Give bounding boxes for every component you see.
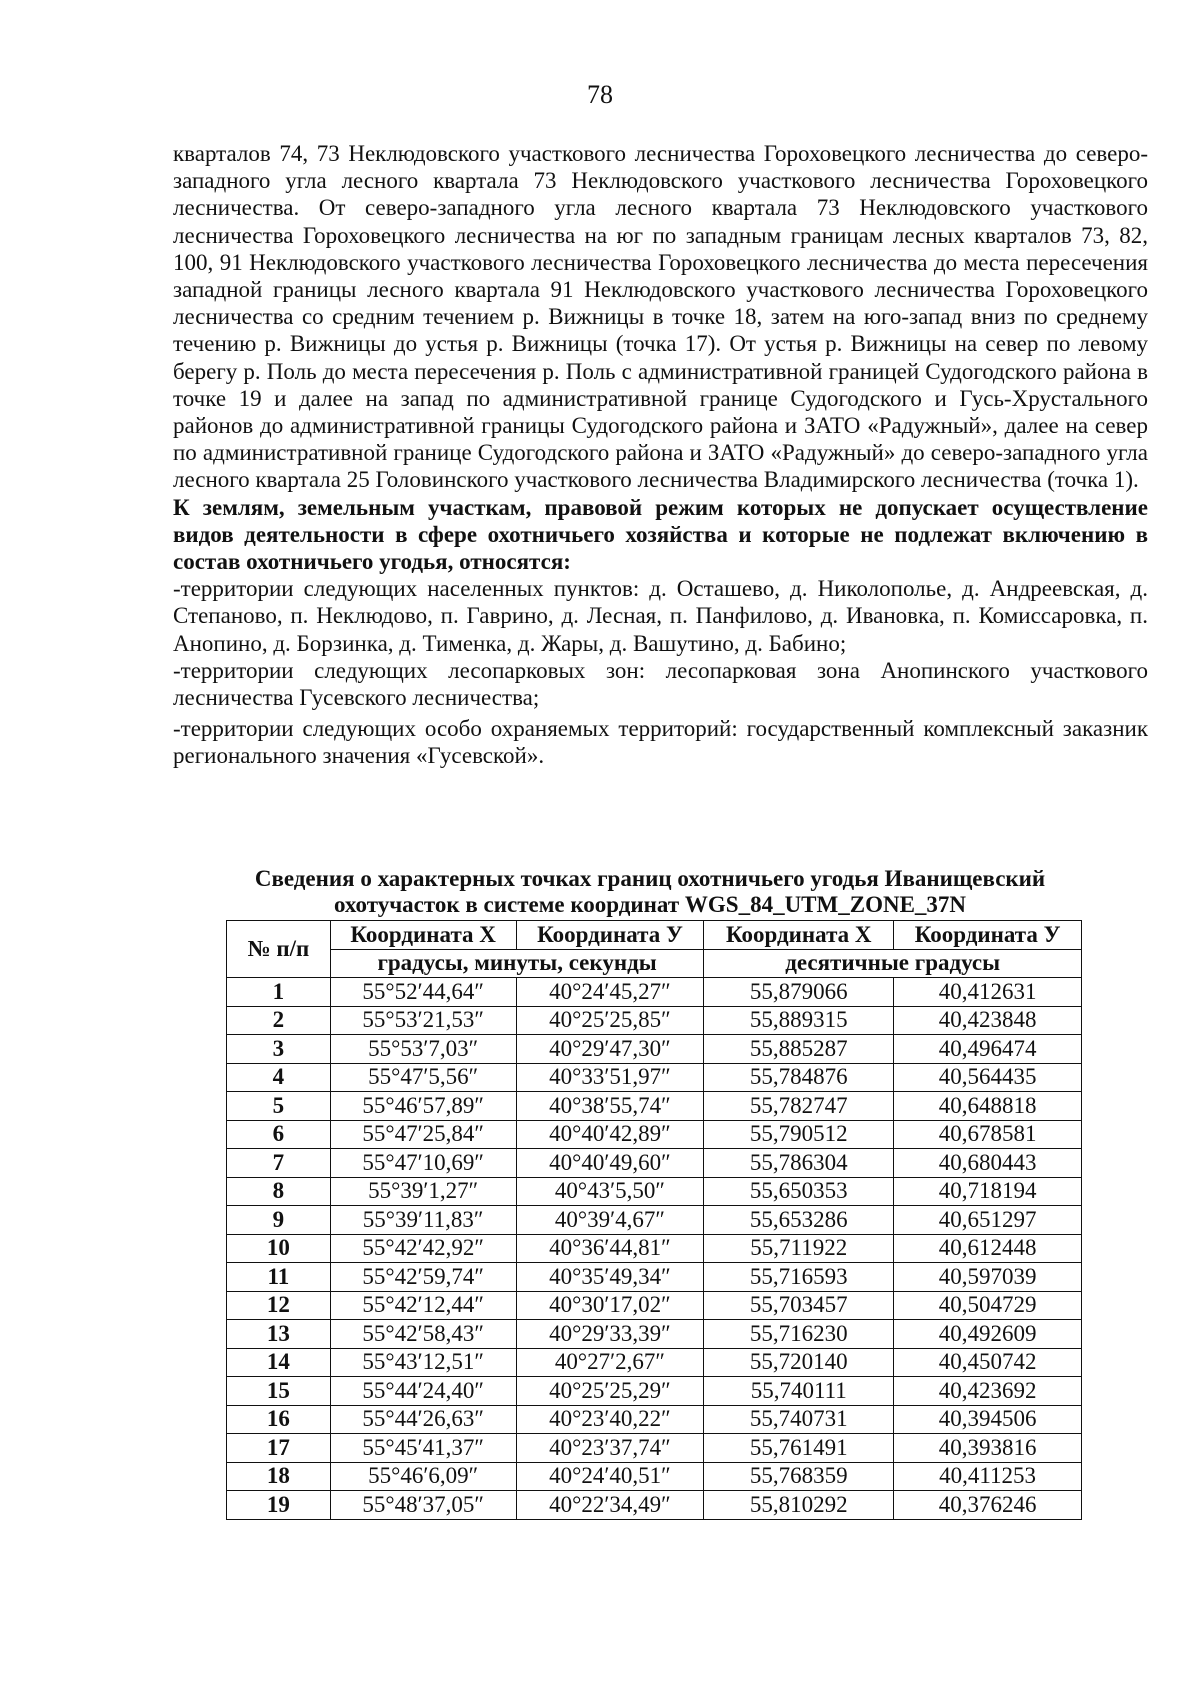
page-number: 78 [587, 80, 613, 109]
table-row [227, 1462, 1082, 1491]
table-body [227, 978, 1082, 1520]
point-number: 17 [227, 1434, 331, 1463]
coord-x-dms: 55°44′26,63″ [330, 1405, 516, 1434]
header-x-dms: Координата Х [330, 921, 516, 950]
coord-y-dms: 40°43′5,50″ [516, 1177, 704, 1206]
coord-x-decimal: 55,653286 [704, 1206, 894, 1235]
coord-x-decimal: 55,786304 [704, 1149, 894, 1178]
coord-y-decimal: 40,597039 [894, 1263, 1082, 1292]
coord-y-dms: 40°25′25,29″ [516, 1377, 704, 1406]
coord-x-dms: 55°42′58,43″ [330, 1320, 516, 1349]
table-row [227, 1177, 1082, 1206]
coord-y-decimal: 40,504729 [894, 1291, 1082, 1320]
coord-x-dms: 55°39′11,83″ [330, 1206, 516, 1235]
table-row [227, 978, 1082, 1007]
paragraph-boundary-description: кварталов 74, 73 Неклюдовского участкового лесничества Гороховецкого лесничества до северо-западного угла лесного квартала 73 Неклюдовского участкового лесничества Гороховецкого лесничества. От северо-западного угла лесного квартала 73 Неклюдовского участкового лесничества Гороховецкого лесничества на юг по западным границам лесных кварталов 73, 82, 100, 91 Неклюдовского участкового лесничества Гороховецкого лесничества до места пересечения западной границы лесного квартала 91 Неклюдовского участкового лесничества Гороховецкого лесничества со средним течением р. Вижницы в точке 18, затем на юго-запад вниз по среднему течению р. Вижницы до устья р. Вижницы (точка 17). От устья р. Вижницы на север по левому берегу р. Поль до места пересечения р. Поль с административной границей Судогодского района в точке 19 и далее на запад по административной границе Судогодского и Гусь-Хрустального районов до административной границы Судогодского района и ЗАТО «Радужный», далее на север по административной границе Судогодского района и ЗАТО «Радужный» до северо-западного угла лесного квартала 25 Головинского участкового лесничества Владимирского лесничества (точка 1). [173, 141, 1148, 493]
coord-x-dms: 55°42′42,92″ [330, 1234, 516, 1263]
coord-y-dms: 40°40′42,89″ [516, 1120, 704, 1149]
table-row [227, 1377, 1082, 1406]
coord-y-decimal: 40,412631 [894, 978, 1082, 1007]
header-number: № п/п [227, 921, 331, 978]
coord-y-dms: 40°36′44,81″ [516, 1234, 704, 1263]
table-row [227, 1434, 1082, 1463]
table-row [227, 1320, 1082, 1349]
table-row [227, 1206, 1082, 1235]
coord-y-dms: 40°39′4,67″ [516, 1206, 704, 1235]
point-number: 8 [227, 1177, 331, 1206]
coord-x-dms: 55°46′57,89″ [330, 1092, 516, 1121]
coord-x-decimal: 55,889315 [704, 1006, 894, 1035]
header-y-decimal: Координата У [894, 921, 1082, 950]
point-number: 12 [227, 1291, 331, 1320]
point-number: 1 [227, 978, 331, 1007]
coord-y-decimal: 40,612448 [894, 1234, 1082, 1263]
table-row [227, 1120, 1082, 1149]
coord-x-decimal: 55,782747 [704, 1092, 894, 1121]
coord-y-dms: 40°25′25,85″ [516, 1006, 704, 1035]
table-row [227, 1405, 1082, 1434]
table-row [227, 1263, 1082, 1292]
coord-y-dms: 40°33′51,97″ [516, 1063, 704, 1092]
paragraph-protected-areas: -территории следующих особо охраняемых территорий: государственный комплексный заказник регионального значения «Гусевской». [173, 716, 1148, 769]
coord-y-decimal: 40,496474 [894, 1035, 1082, 1064]
point-number: 6 [227, 1120, 331, 1149]
table-row [227, 1063, 1082, 1092]
coord-x-dms: 55°43′12,51″ [330, 1348, 516, 1377]
point-number: 7 [227, 1149, 331, 1178]
coord-y-dms: 40°23′37,74″ [516, 1434, 704, 1463]
coord-x-dms: 55°46′6,09″ [330, 1462, 516, 1491]
coord-x-dms: 55°47′25,84″ [330, 1120, 516, 1149]
coord-y-decimal: 40,678581 [894, 1120, 1082, 1149]
table-row [227, 1006, 1082, 1035]
coord-x-dms: 55°52′44,64″ [330, 978, 516, 1007]
coord-y-decimal: 40,651297 [894, 1206, 1082, 1235]
coord-y-dms: 40°24′40,51″ [516, 1462, 704, 1491]
point-number: 14 [227, 1348, 331, 1377]
coord-x-decimal: 55,790512 [704, 1120, 894, 1149]
coord-y-decimal: 40,393816 [894, 1434, 1082, 1463]
table-row [227, 1234, 1082, 1263]
coord-y-dms: 40°40′49,60″ [516, 1149, 704, 1178]
body-text [173, 140, 1148, 770]
table-row [227, 1291, 1082, 1320]
coord-x-dms: 55°47′10,69″ [330, 1149, 516, 1178]
header-y-dms: Координата У [516, 921, 704, 950]
table-row [227, 1092, 1082, 1121]
header-x-decimal: Координата Х [704, 921, 894, 950]
coord-x-decimal: 55,703457 [704, 1291, 894, 1320]
point-number: 3 [227, 1035, 331, 1064]
coord-y-decimal: 40,564435 [894, 1063, 1082, 1092]
paragraph-forest-park-zones: -территории следующих лесопарковых зон: лесопарковая зона Анопинского участкового лесничества Гусевского лесничества; [173, 657, 1148, 711]
coord-y-decimal: 40,423848 [894, 1006, 1082, 1035]
table-row [227, 1491, 1082, 1520]
coord-x-decimal: 55,720140 [704, 1348, 894, 1377]
point-number: 2 [227, 1006, 331, 1035]
table-title-line-2: охотучасток в системе координат WGS_84_UTM_ZONE_37N [333, 892, 967, 917]
point-number: 10 [227, 1234, 331, 1263]
coord-x-dms: 55°42′59,74″ [330, 1263, 516, 1292]
header-decimal-units: десятичные градусы [704, 949, 1082, 978]
coord-x-decimal: 55,768359 [704, 1462, 894, 1491]
paragraph-settlements: -территории следующих населенных пунктов: д. Осташево, д. Николополье, д. Андреевская, д. Степаново, п. Неклюдово, п. Гаврино, д. Лесная, п. Панфилово, д. Ивановка, п. Комиссаровка, п. Анопино, д. Борзинка, д. Тименка, д. Жары, д. Вашутино, д. Бабино; [173, 576, 1148, 656]
coord-x-dms: 55°39′1,27″ [330, 1177, 516, 1206]
coord-x-decimal: 55,740111 [704, 1377, 894, 1406]
coord-y-decimal: 40,394506 [894, 1405, 1082, 1434]
coord-x-decimal: 55,650353 [704, 1177, 894, 1206]
point-number: 18 [227, 1462, 331, 1491]
point-number: 4 [227, 1063, 331, 1092]
point-number: 11 [227, 1263, 331, 1292]
coord-x-dms: 55°48′37,05″ [330, 1491, 516, 1520]
coord-x-decimal: 55,740731 [704, 1405, 894, 1434]
table-row [227, 1348, 1082, 1377]
coord-x-dms: 55°42′12,44″ [330, 1291, 516, 1320]
coord-y-decimal: 40,376246 [894, 1491, 1082, 1520]
coord-y-decimal: 40,492609 [894, 1320, 1082, 1349]
coord-x-dms: 55°47′5,56″ [330, 1063, 516, 1092]
coord-y-dms: 40°23′40,22″ [516, 1405, 704, 1434]
coord-x-decimal: 55,784876 [704, 1063, 894, 1092]
coord-x-decimal: 55,761491 [704, 1434, 894, 1463]
coord-y-decimal: 40,680443 [894, 1149, 1082, 1178]
coord-x-decimal: 55,810292 [704, 1491, 894, 1520]
coord-y-dms: 40°29′33,39″ [516, 1320, 704, 1349]
coord-x-decimal: 55,879066 [704, 978, 894, 1007]
table-title [200, 866, 1100, 918]
table-title-line-1: Сведения о характерных точках границ охотничьего угодья Иванищевский [254, 866, 1046, 891]
coord-x-decimal: 55,716593 [704, 1263, 894, 1292]
point-number: 16 [227, 1405, 331, 1434]
coord-y-dms: 40°29′47,30″ [516, 1035, 704, 1064]
point-number: 13 [227, 1320, 331, 1349]
coord-y-decimal: 40,423692 [894, 1377, 1082, 1406]
coord-y-dms: 40°38′55,74″ [516, 1092, 704, 1121]
coord-y-decimal: 40,718194 [894, 1177, 1082, 1206]
coord-y-dms: 40°35′49,34″ [516, 1263, 704, 1292]
point-number: 5 [227, 1092, 331, 1121]
coord-y-decimal: 40,450742 [894, 1348, 1082, 1377]
coord-y-dms: 40°27′2,67″ [516, 1348, 704, 1377]
point-number: 15 [227, 1377, 331, 1406]
coord-x-decimal: 55,885287 [704, 1035, 894, 1064]
coord-x-decimal: 55,716230 [704, 1320, 894, 1349]
coord-x-dms: 55°53′21,53″ [330, 1006, 516, 1035]
point-number: 19 [227, 1491, 331, 1520]
table-row [227, 1149, 1082, 1178]
coord-x-decimal: 55,711922 [704, 1234, 894, 1263]
header-dms-units: градусы, минуты, секунды [330, 949, 704, 978]
coord-y-dms: 40°24′45,27″ [516, 978, 704, 1007]
coord-x-dms: 55°53′7,03″ [330, 1035, 516, 1064]
coord-y-decimal: 40,648818 [894, 1092, 1082, 1121]
coordinates-table [226, 920, 1082, 1520]
coord-x-dms: 55°45′41,37″ [330, 1434, 516, 1463]
coord-x-dms: 55°44′24,40″ [330, 1377, 516, 1406]
coord-y-dms: 40°30′17,02″ [516, 1291, 704, 1320]
point-number: 9 [227, 1206, 331, 1235]
coord-y-decimal: 40,411253 [894, 1462, 1082, 1491]
table-row [227, 1035, 1082, 1064]
paragraph-excluded-lands-heading: К землям, земельным участкам, правовой режим которых не допускает осуществление видов деятельности в сфере охотничьего хозяйства и которые не подлежат включению в состав охотничьего угодья, относятся: [173, 494, 1148, 575]
coord-y-dms: 40°22′34,49″ [516, 1491, 704, 1520]
